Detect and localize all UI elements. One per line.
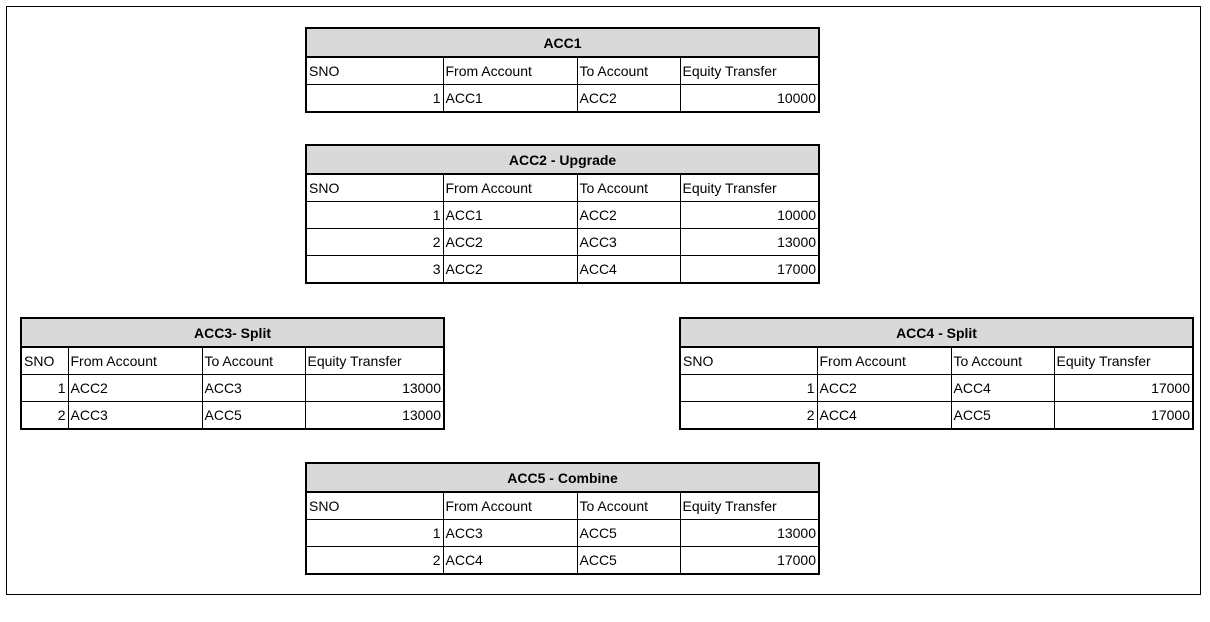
cell-from: ACC1: [443, 85, 577, 113]
cell-equity: 13000: [680, 520, 819, 547]
cell-from: ACC1: [443, 202, 577, 229]
table-acc1: [305, 27, 820, 113]
table-row: [306, 229, 819, 256]
header-from-account: From Account: [443, 174, 577, 202]
header-sno: SNO: [680, 347, 817, 375]
header-from-account: From Account: [68, 347, 202, 375]
cell-sno: 1: [306, 85, 443, 113]
cell-sno: 2: [306, 547, 443, 575]
header-sno: SNO: [306, 492, 443, 520]
cell-equity: 10000: [680, 85, 819, 113]
table-row: [306, 85, 819, 113]
cell-sno: 1: [21, 375, 68, 402]
table-row: [306, 520, 819, 547]
cell-equity: 13000: [305, 402, 444, 430]
cell-to: ACC2: [577, 202, 680, 229]
header-sno: SNO: [306, 57, 443, 85]
header-to-account: To Account: [577, 492, 680, 520]
table-row: [306, 256, 819, 284]
header-sno: SNO: [306, 174, 443, 202]
table-row: [21, 402, 444, 430]
cell-to: ACC5: [951, 402, 1054, 430]
header-equity-transfer: Equity Transfer: [305, 347, 444, 375]
header-row: [306, 174, 819, 202]
cell-to: ACC4: [951, 375, 1054, 402]
cell-sno: 3: [306, 256, 443, 284]
cell-from: ACC2: [817, 375, 951, 402]
table-row: [680, 402, 1193, 430]
header-to-account: To Account: [951, 347, 1054, 375]
table-acc4-split: [679, 317, 1194, 430]
header-row: [306, 57, 819, 85]
header-to-account: To Account: [202, 347, 305, 375]
cell-to: ACC5: [577, 547, 680, 575]
table-row: [306, 202, 819, 229]
table-acc3-split: [20, 317, 445, 430]
header-from-account: From Account: [817, 347, 951, 375]
cell-equity: 17000: [1054, 402, 1193, 430]
cell-from: ACC2: [443, 229, 577, 256]
cell-to: ACC3: [577, 229, 680, 256]
cell-from: ACC2: [68, 375, 202, 402]
cell-equity: 13000: [305, 375, 444, 402]
header-row: [21, 347, 444, 375]
cell-to: ACC2: [577, 85, 680, 113]
cell-from: ACC3: [443, 520, 577, 547]
cell-from: ACC4: [443, 547, 577, 575]
cell-equity: 10000: [680, 202, 819, 229]
header-to-account: To Account: [577, 57, 680, 85]
cell-equity: 17000: [1054, 375, 1193, 402]
header-equity-transfer: Equity Transfer: [680, 174, 819, 202]
header-sno: SNO: [21, 347, 68, 375]
table-title: ACC4 - Split: [680, 318, 1193, 347]
header-equity-transfer: Equity Transfer: [680, 57, 819, 85]
header-row: [680, 347, 1193, 375]
cell-equity: 17000: [680, 256, 819, 284]
cell-equity: 17000: [680, 547, 819, 575]
header-from-account: From Account: [443, 57, 577, 85]
header-equity-transfer: Equity Transfer: [1054, 347, 1193, 375]
table-title: ACC1: [306, 28, 819, 57]
table-title: ACC5 - Combine: [306, 463, 819, 492]
cell-equity: 13000: [680, 229, 819, 256]
header-from-account: From Account: [443, 492, 577, 520]
cell-to: ACC4: [577, 256, 680, 284]
header-to-account: To Account: [577, 174, 680, 202]
cell-to: ACC3: [202, 375, 305, 402]
header-row: [306, 492, 819, 520]
table-title: ACC3- Split: [21, 318, 444, 347]
table-row: [306, 547, 819, 575]
cell-to: ACC5: [202, 402, 305, 430]
cell-sno: 2: [21, 402, 68, 430]
cell-sno: 2: [680, 402, 817, 430]
cell-sno: 1: [306, 520, 443, 547]
cell-from: ACC2: [443, 256, 577, 284]
cell-from: ACC3: [68, 402, 202, 430]
table-title: ACC2 - Upgrade: [306, 145, 819, 174]
table-acc5-combine: [305, 462, 820, 575]
table-acc2-upgrade: [305, 144, 820, 284]
cell-sno: 2: [306, 229, 443, 256]
cell-from: ACC4: [817, 402, 951, 430]
cell-to: ACC5: [577, 520, 680, 547]
table-row: [21, 375, 444, 402]
header-equity-transfer: Equity Transfer: [680, 492, 819, 520]
table-row: [680, 375, 1193, 402]
cell-sno: 1: [680, 375, 817, 402]
cell-sno: 1: [306, 202, 443, 229]
